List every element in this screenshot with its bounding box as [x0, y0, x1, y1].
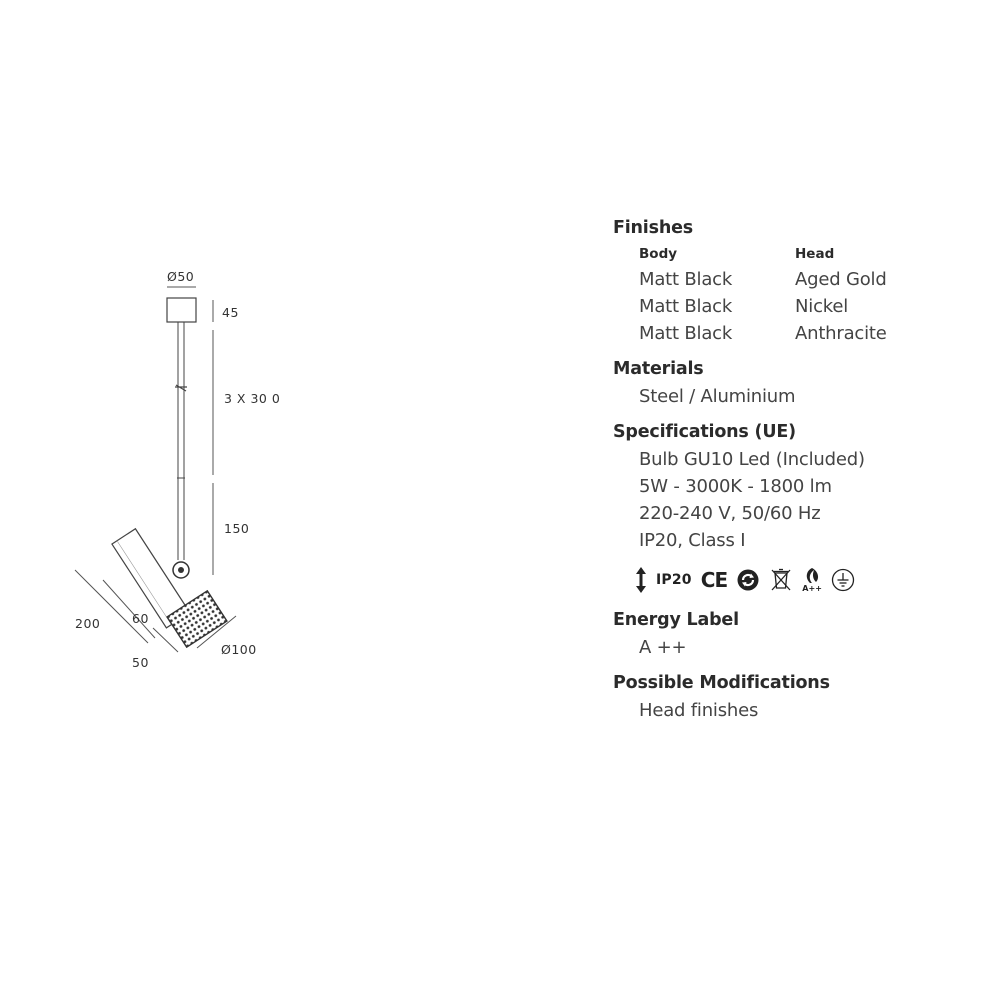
rod-length-label: 3 X 30 0	[224, 391, 281, 406]
head-diameter-label: Ø100	[221, 642, 257, 657]
materials-value: Steel / Aluminium	[639, 386, 796, 407]
energy-label-value: A ++	[639, 637, 687, 658]
spec-line: 5W - 3000K - 1800 lm	[639, 476, 832, 497]
finish-head-cell: Nickel	[795, 296, 849, 317]
energy-leaf-label: A++	[802, 584, 822, 593]
body-length-label: 200	[75, 616, 101, 631]
materials-section	[613, 355, 993, 410]
specifications-heading: Specifications (UE)	[613, 422, 796, 442]
finish-head-cell: Aged Gold	[795, 269, 887, 290]
spec-line: 220-240 V, 50/60 Hz	[639, 503, 821, 524]
weee-bin-icon	[769, 567, 793, 593]
offset-label: 50	[132, 655, 149, 670]
finish-head-cell: Anthracite	[795, 323, 887, 344]
certification-icons	[613, 560, 993, 600]
earth-ground-icon	[831, 568, 855, 592]
finishes-heading: Finishes	[613, 218, 693, 238]
finishes-section	[613, 214, 993, 347]
finishes-table	[613, 242, 993, 347]
ce-mark-icon: CE	[700, 568, 728, 592]
pivot-knuckle-center	[178, 567, 184, 573]
spec-line: IP20, Class I	[639, 530, 746, 551]
specifications-section	[613, 418, 993, 554]
finish-body-cell: Matt Black	[639, 296, 733, 317]
energy-leaf-icon	[802, 567, 822, 593]
lower-length-label: 150	[224, 521, 250, 536]
canopy-height-label: 45	[222, 305, 239, 320]
finish-body-cell: Matt Black	[639, 269, 733, 290]
spec-line: Bulb GU10 Led (Included)	[639, 449, 865, 470]
modifications-heading: Possible Modifications	[613, 673, 830, 693]
offset-dimline	[153, 628, 178, 652]
specifications-panel	[613, 214, 993, 732]
finish-body-cell: Matt Black	[639, 323, 733, 344]
modifications-value: Head finishes	[639, 700, 759, 721]
canopy-diameter-label: Ø50	[167, 269, 195, 284]
ip20-icon: IP20	[656, 572, 692, 588]
energy-label-section	[613, 606, 993, 661]
rod-joint	[175, 385, 187, 391]
materials-heading: Materials	[613, 359, 704, 379]
ceiling-canopy	[167, 298, 196, 322]
energy-label-heading: Energy Label	[613, 610, 739, 630]
recycle-icon	[736, 568, 760, 592]
modifications-section	[613, 669, 993, 724]
finishes-head-header: Head	[795, 246, 835, 262]
head-length-label: 60	[132, 611, 149, 626]
finishes-body-header: Body	[639, 246, 678, 262]
adjustable-height-icon	[635, 566, 647, 594]
